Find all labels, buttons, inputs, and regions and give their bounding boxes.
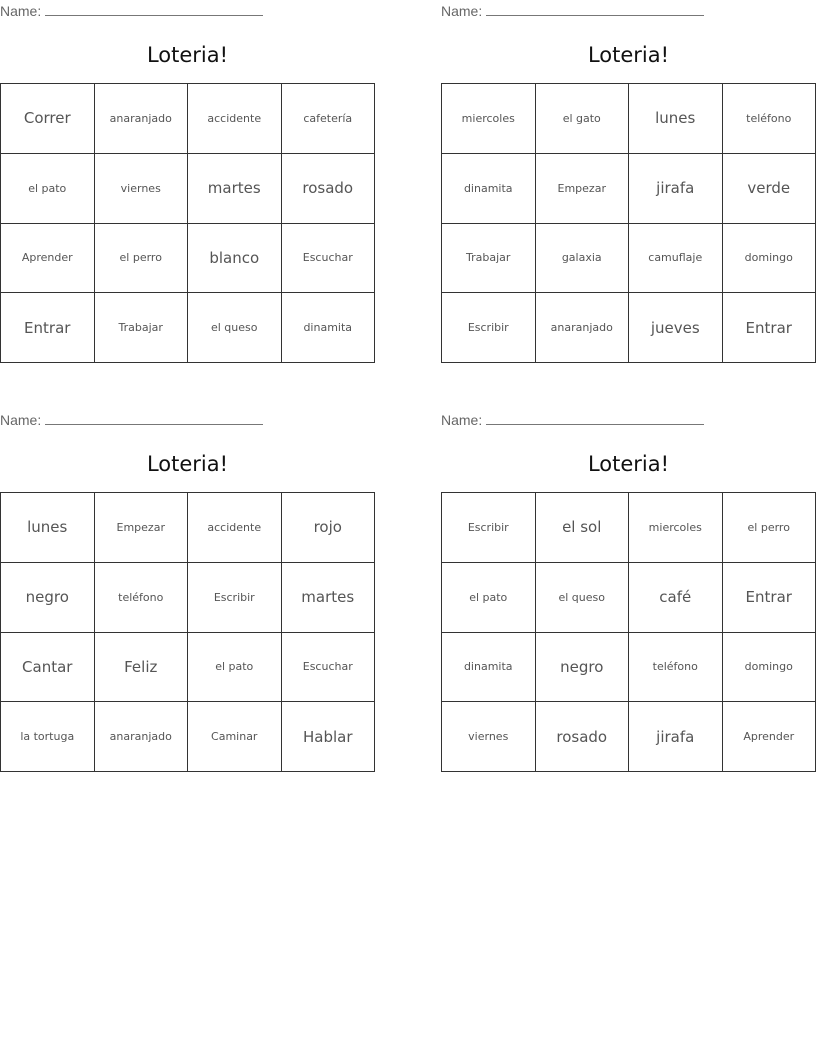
name-label: Name: xyxy=(0,3,42,19)
grid-cell: Escribir xyxy=(442,493,536,563)
grid-cell: domingo xyxy=(723,224,816,294)
grid-cell: Escribir xyxy=(442,293,536,363)
grid-cell: teléfono xyxy=(95,563,189,633)
grid-cell: Empezar xyxy=(536,154,630,224)
card-grid xyxy=(0,83,375,363)
grid-cell: el queso xyxy=(536,563,630,633)
grid-cell: viernes xyxy=(95,154,189,224)
grid-cell: accidente xyxy=(188,84,282,154)
name-blank-line[interactable] xyxy=(45,411,263,425)
grid-cell: dinamita xyxy=(282,293,376,363)
grid-cell: miercoles xyxy=(629,493,723,563)
grid-cell: miercoles xyxy=(442,84,536,154)
grid-cell: Cantar xyxy=(1,633,95,703)
grid-cell: camuflaje xyxy=(629,224,723,294)
grid-cell: Aprender xyxy=(1,224,95,294)
grid-cell: Entrar xyxy=(723,293,816,363)
name-label: Name: xyxy=(441,3,483,19)
grid-cell: el gato xyxy=(536,84,630,154)
card-title: Loteria! xyxy=(587,43,670,67)
grid-cell: viernes xyxy=(442,702,536,772)
grid-cell: el pato xyxy=(1,154,95,224)
grid-cell: el perro xyxy=(95,224,189,294)
name-blank-line[interactable] xyxy=(486,411,704,425)
bingo-card-3 xyxy=(0,409,375,774)
grid-cell: rosado xyxy=(536,702,630,772)
grid-cell: el sol xyxy=(536,493,630,563)
grid-cell: jirafa xyxy=(629,702,723,772)
grid-cell: rosado xyxy=(282,154,376,224)
grid-cell: Trabajar xyxy=(442,224,536,294)
grid-cell: dinamita xyxy=(442,154,536,224)
grid-cell: Escuchar xyxy=(282,224,376,294)
grid-cell: Trabajar xyxy=(95,293,189,363)
grid-cell: Hablar xyxy=(282,702,376,772)
grid-cell: anaranjado xyxy=(95,702,189,772)
name-field[interactable] xyxy=(441,411,704,428)
bingo-card-1 xyxy=(0,0,375,365)
grid-cell: martes xyxy=(282,563,376,633)
grid-cell: el pato xyxy=(188,633,282,703)
grid-cell: teléfono xyxy=(723,84,816,154)
grid-cell: anaranjado xyxy=(536,293,630,363)
grid-cell: el pato xyxy=(442,563,536,633)
grid-cell: dinamita xyxy=(442,633,536,703)
grid-cell: Escuchar xyxy=(282,633,376,703)
name-label: Name: xyxy=(441,412,483,428)
grid-cell: verde xyxy=(723,154,816,224)
grid-cell: Escribir xyxy=(188,563,282,633)
grid-cell: el perro xyxy=(723,493,816,563)
name-label: Name: xyxy=(0,412,42,428)
bingo-card-4 xyxy=(441,409,816,774)
grid-cell: Feliz xyxy=(95,633,189,703)
grid-cell: Caminar xyxy=(188,702,282,772)
grid-cell: Entrar xyxy=(1,293,95,363)
grid-cell: Entrar xyxy=(723,563,816,633)
grid-cell: Aprender xyxy=(723,702,816,772)
card-title: Loteria! xyxy=(146,452,229,476)
card-grid xyxy=(0,492,375,772)
grid-cell: accidente xyxy=(188,493,282,563)
grid-cell: el queso xyxy=(188,293,282,363)
grid-cell: galaxia xyxy=(536,224,630,294)
name-field[interactable] xyxy=(0,411,263,428)
grid-cell: domingo xyxy=(723,633,816,703)
grid-cell: lunes xyxy=(629,84,723,154)
name-blank-line[interactable] xyxy=(45,2,263,16)
card-grid xyxy=(441,492,816,772)
card-grid xyxy=(441,83,816,363)
grid-cell: cafetería xyxy=(282,84,376,154)
grid-cell: blanco xyxy=(188,224,282,294)
grid-cell: negro xyxy=(1,563,95,633)
bingo-card-2 xyxy=(441,0,816,365)
grid-cell: anaranjado xyxy=(95,84,189,154)
grid-cell: teléfono xyxy=(629,633,723,703)
grid-cell: lunes xyxy=(1,493,95,563)
name-field[interactable] xyxy=(441,2,704,19)
grid-cell: Correr xyxy=(1,84,95,154)
card-title: Loteria! xyxy=(587,452,670,476)
name-field[interactable] xyxy=(0,2,263,19)
card-title: Loteria! xyxy=(146,43,229,67)
grid-cell: Empezar xyxy=(95,493,189,563)
grid-cell: la tortuga xyxy=(1,702,95,772)
grid-cell: negro xyxy=(536,633,630,703)
grid-cell: rojo xyxy=(282,493,376,563)
grid-cell: jueves xyxy=(629,293,723,363)
grid-cell: café xyxy=(629,563,723,633)
grid-cell: jirafa xyxy=(629,154,723,224)
grid-cell: martes xyxy=(188,154,282,224)
name-blank-line[interactable] xyxy=(486,2,704,16)
